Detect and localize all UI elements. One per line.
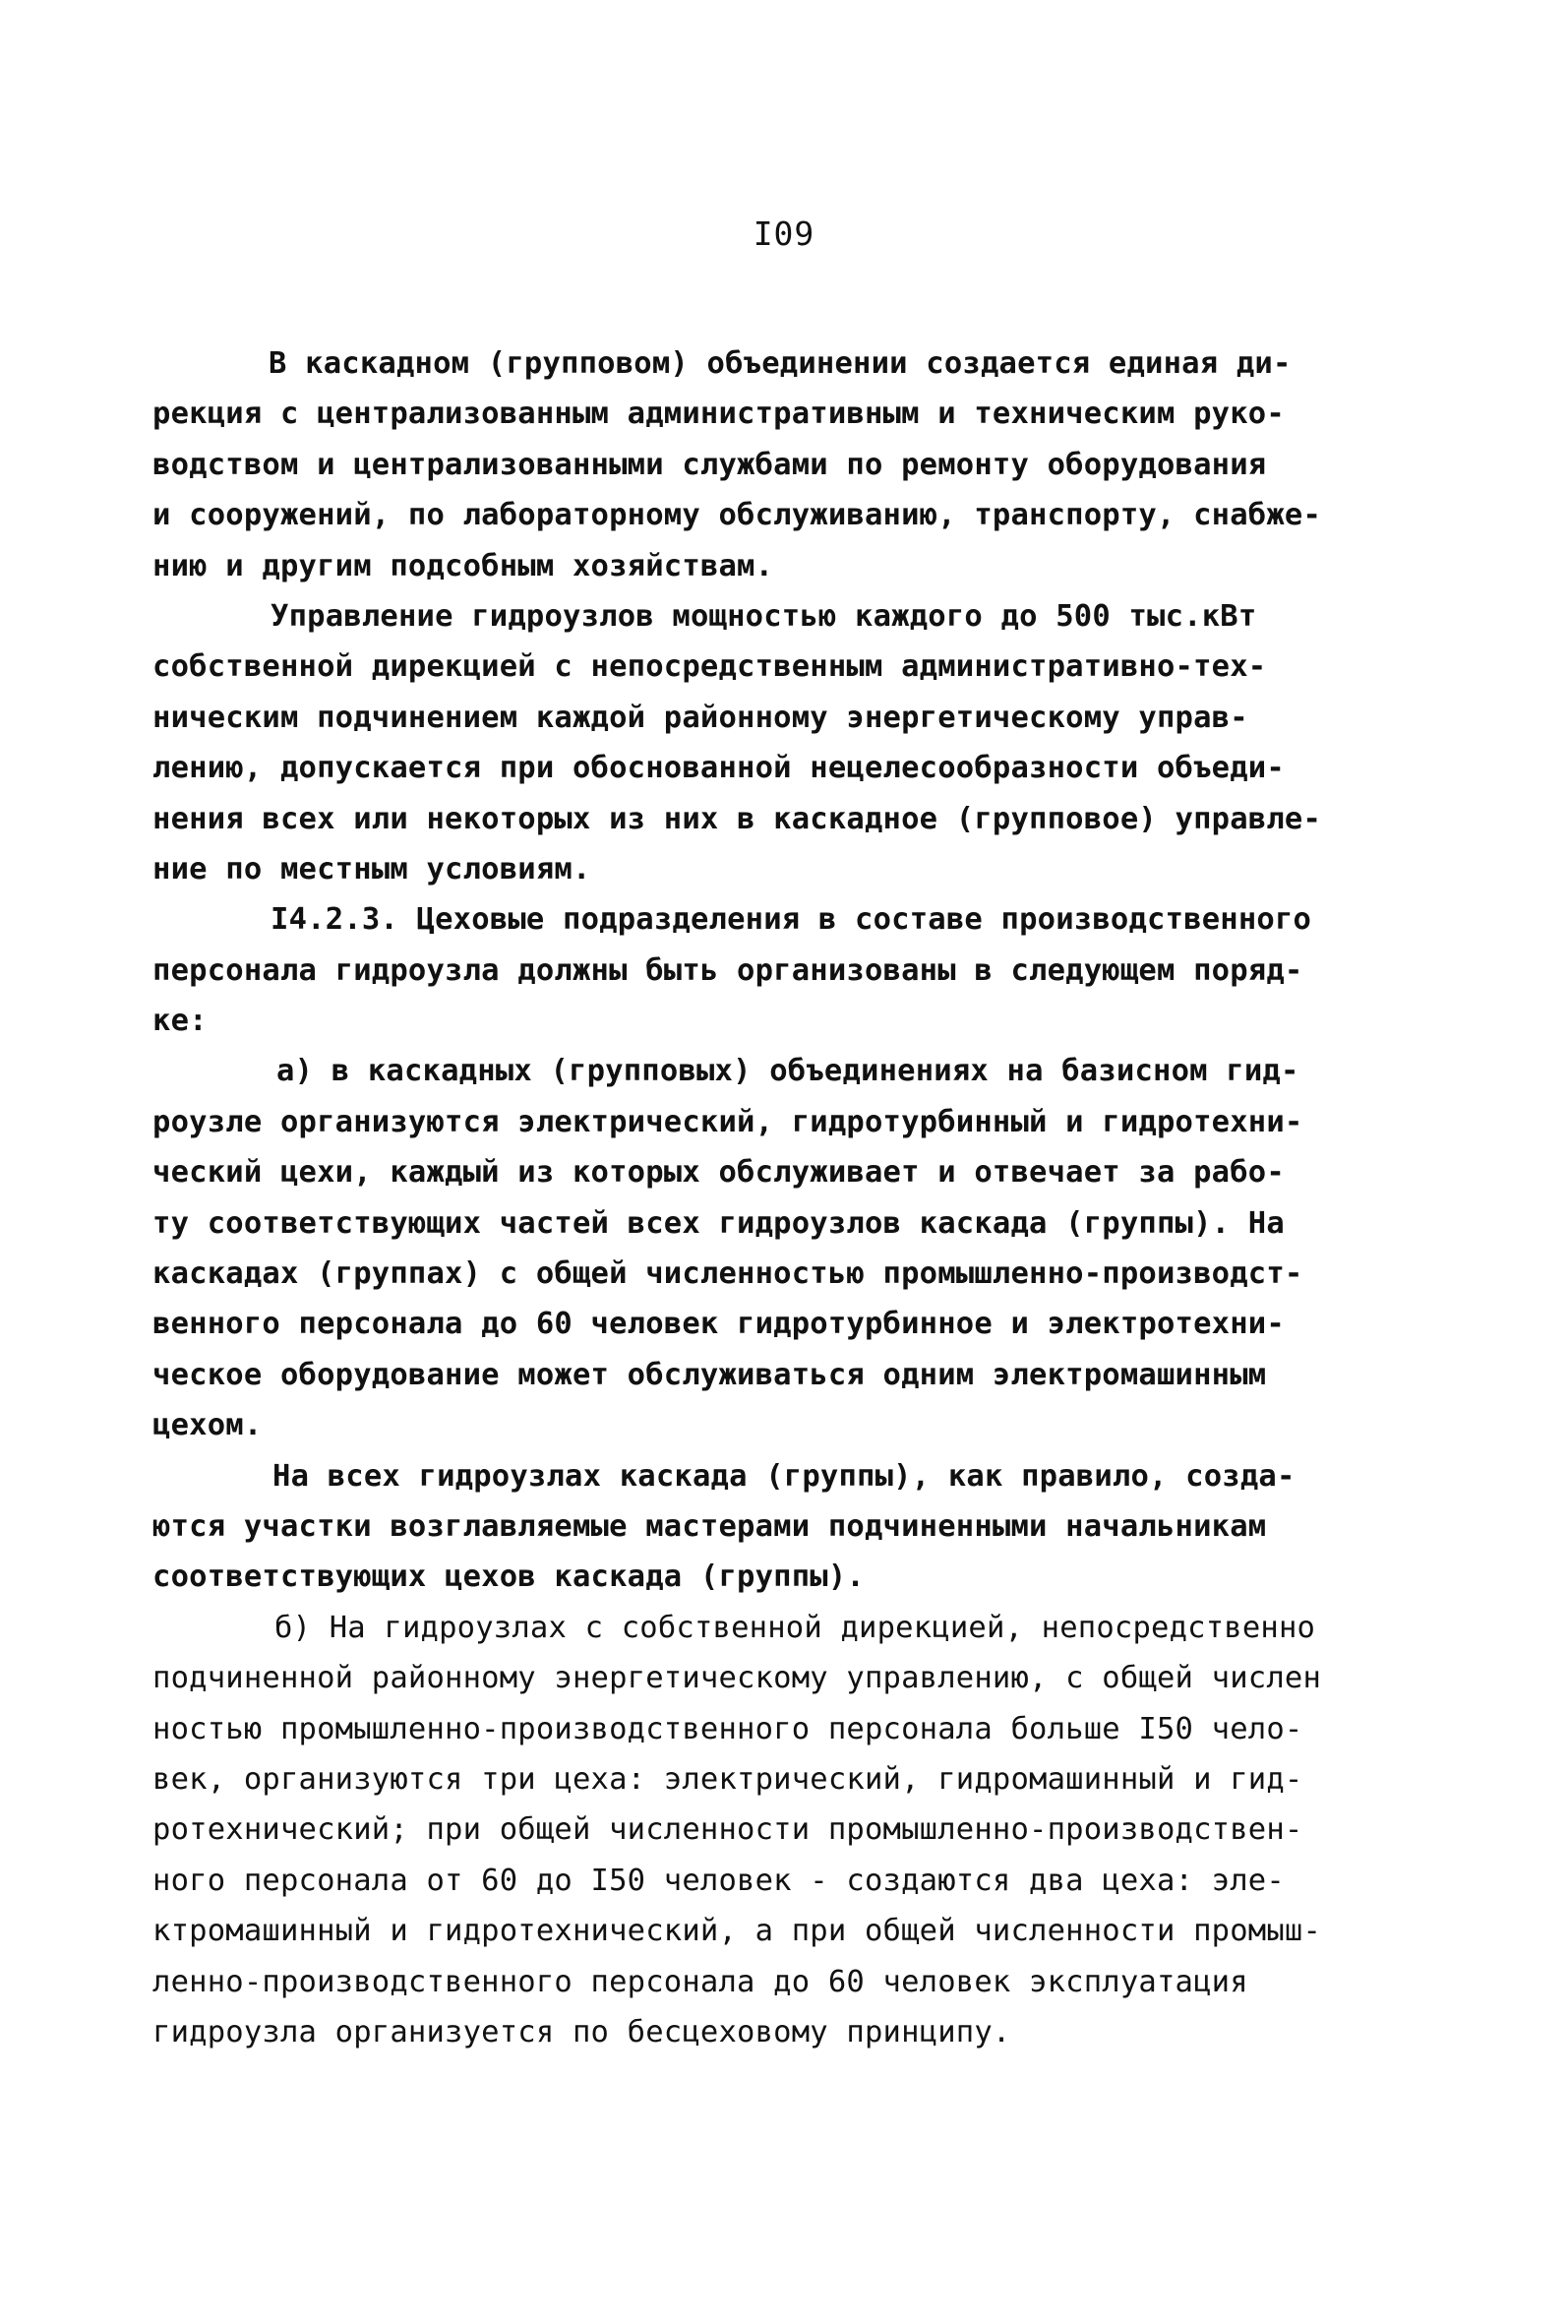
item-a-line-4: ту соответствующих частей всех гидроузлов каскада (группы). На [152, 1205, 1285, 1241]
item-b-line-2: подчиненной районному энергетическому управлению, с общей числен [152, 1661, 1322, 1696]
section-14-2-3-heading-line: I4.2.3. Цеховые подразделения в составе производственного [271, 902, 1312, 938]
paragraph-1-line-5: нию и другим подсобным хозяйствам. [152, 548, 774, 583]
item-a-line-7: ческое оборудование может обслуживаться одним электромашинным [152, 1357, 1267, 1392]
item-a-line-6: венного персонала до 60 человек гидротурбинное и электротехни- [152, 1307, 1285, 1342]
paragraph-1-line-4: и сооружений, по лабораторному обслуживанию, транспорту, снабже- [152, 498, 1322, 533]
item-b-line-6: ного персонала от 60 до I50 человек - создаются два цеха: эле- [152, 1863, 1285, 1898]
paragraph-2-line-2: собственной дирекцией с непосредственным административно-тех- [152, 649, 1267, 685]
item-b-line-4: век, организуются три цеха: электрический, гидромашинный и гид- [152, 1761, 1303, 1797]
paragraph-1-line-1: В каскадном (групповом) объединении создается единая ди- [269, 346, 1292, 381]
paragraph-2-line-1: Управление гидроузлов мощностью каждого до 500 тыс.кВт [271, 598, 1257, 634]
paragraph-2-line-3: ническим подчинением каждой районному энергетическому управ- [152, 700, 1248, 735]
paragraph-3-line-3: соответствующих цехов каскада (группы). [152, 1560, 865, 1595]
item-b-line-1: б) На гидроузлах с собственной дирекцией, непосредственно [274, 1610, 1316, 1645]
item-b-line-8: ленно-производственного персонала до 60 человек эксплуатация [152, 1964, 1248, 1999]
paragraph-1-line-2: рекция с централизованным административным и техническим руко- [152, 397, 1285, 432]
page-number: I09 [753, 214, 815, 253]
item-a-line-8: цехом. [152, 1408, 263, 1443]
section-14-2-3-line-3: ке: [152, 1004, 208, 1039]
item-a-line-5: каскадах (группах) с общей численностью промышленно-производст- [152, 1256, 1303, 1292]
item-a-line-3: ческий цехи, каждый из которых обслуживает и отвечает за рабо- [152, 1155, 1285, 1191]
paragraph-1-line-3: водством и централизованными службами по ремонту оборудования [152, 447, 1267, 482]
body-text [152, 338, 1451, 2057]
paragraph-3-line-1: На всех гидроузлах каскада (группы), как правило, созда- [272, 1458, 1296, 1494]
section-14-2-3-line-2: персонала гидроузла должны быть организованы в следующем поряд- [152, 952, 1303, 988]
item-a-line-2: роузле организуются электрический, гидротурбинный и гидротехни- [152, 1104, 1303, 1139]
item-a-line-1: а) в каскадных (групповых) объединениях на базисном гид- [276, 1054, 1299, 1089]
paragraph-2-line-6: ние по местным условиям. [152, 851, 591, 887]
paragraph-2-line-5: нения всех или некоторых из них в каскадное (групповое) управле- [152, 801, 1322, 836]
item-b-line-9: гидроузла организуется по бесцеховому принципу. [152, 2014, 1011, 2049]
item-b-line-7: ктромашинный и гидротехнический, а при общей численности промыш- [152, 1914, 1322, 1949]
item-b-line-5: ротехнический; при общей численности промышленно-производствен- [152, 1812, 1303, 1848]
item-b-line-3: ностью промышленно-производственного персонала больше I50 чело- [152, 1711, 1303, 1746]
paragraph-3-line-2: ются участки возглавляемые мастерами подчиненными начальникам [152, 1508, 1267, 1544]
paragraph-2-line-4: лению, допускается при обоснованной нецелесообразности объеди- [152, 751, 1285, 786]
